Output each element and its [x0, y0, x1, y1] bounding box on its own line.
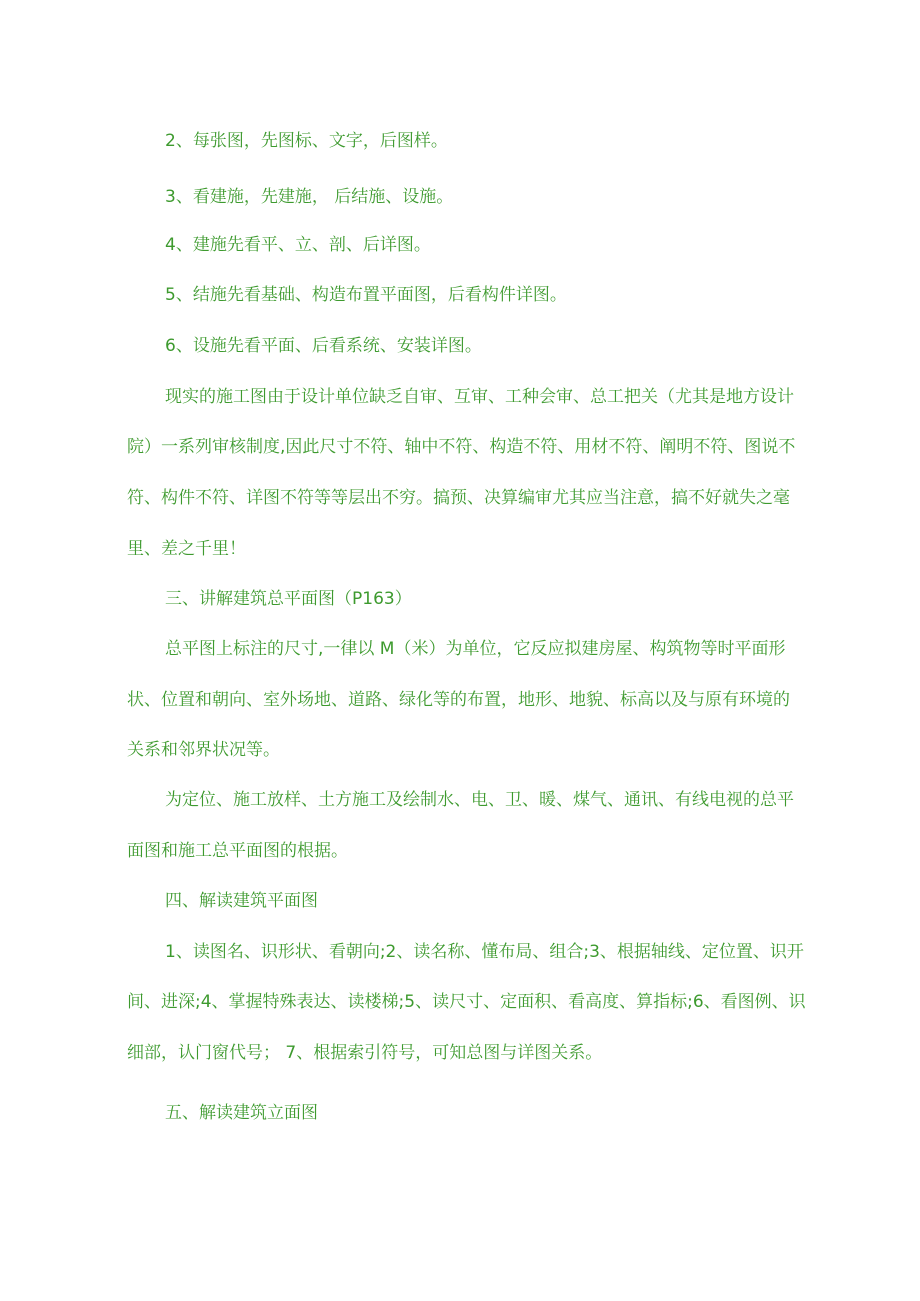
- paragraph-line: 总平图上标注的尺寸,一律以 M（米）为单位，它反应拟建房屋、构筑物等时平面形: [165, 639, 786, 659]
- paragraph-line: 符、构件不符、详图不符等等层出不穷。搞预、决算编审尤其应当注意，搞不好就失之毫: [127, 488, 790, 508]
- section-heading: 三、讲解建筑总平面图（P163）: [165, 589, 412, 609]
- list-item-5: 5、结施先看基础、构造布置平面图，后看构件详图。: [165, 285, 567, 305]
- paragraph-line: 间、进深;4、掌握特殊表达、读楼梯;5、读尺寸、定面积、看高度、算指标;6、看图例、识: [127, 992, 806, 1012]
- paragraph-line: 1、读图名、识形状、看朝向;2、读名称、懂布局、组合;3、根据轴线、定位置、识开: [165, 942, 804, 962]
- paragraph-line: 院）一系列审核制度,因此尺寸不符、轴中不符、构造不符、用材不符、阐明不符、图说不: [127, 437, 796, 457]
- section-heading: 五、解读建筑立面图: [165, 1103, 318, 1123]
- paragraph-line: 里、差之千里！: [127, 539, 246, 559]
- paragraph-line: 现实的施工图由于设计单位缺乏自审、互审、工种会审、总工把关（尤其是地方设计: [165, 387, 794, 407]
- paragraph-line: 关系和邻界状况等。: [127, 740, 280, 760]
- list-item-2: 2、每张图，先图标、文字，后图样。: [165, 131, 448, 151]
- list-item-3: 3、看建施，先建施， 后结施、设施。: [165, 187, 454, 207]
- paragraph-line: 为定位、施工放样、土方施工及绘制水、电、卫、暖、煤气、通讯、有线电视的总平: [165, 790, 794, 810]
- list-item-6: 6、设施先看平面、后看系统、安装详图。: [165, 336, 482, 356]
- paragraph-line: 细部，认门窗代号； 7、根据索引符号，可知总图与详图关系。: [127, 1043, 603, 1063]
- paragraph-line: 面图和施工总平面图的根据。: [127, 841, 348, 861]
- list-item-4: 4、建施先看平、立、剖、后详图。: [165, 235, 431, 255]
- paragraph-line: 状、位置和朝向、室外场地、道路、绿化等的布置，地形、地貌、标高以及与原有环境的: [127, 690, 790, 710]
- section-heading: 四、解读建筑平面图: [165, 891, 318, 911]
